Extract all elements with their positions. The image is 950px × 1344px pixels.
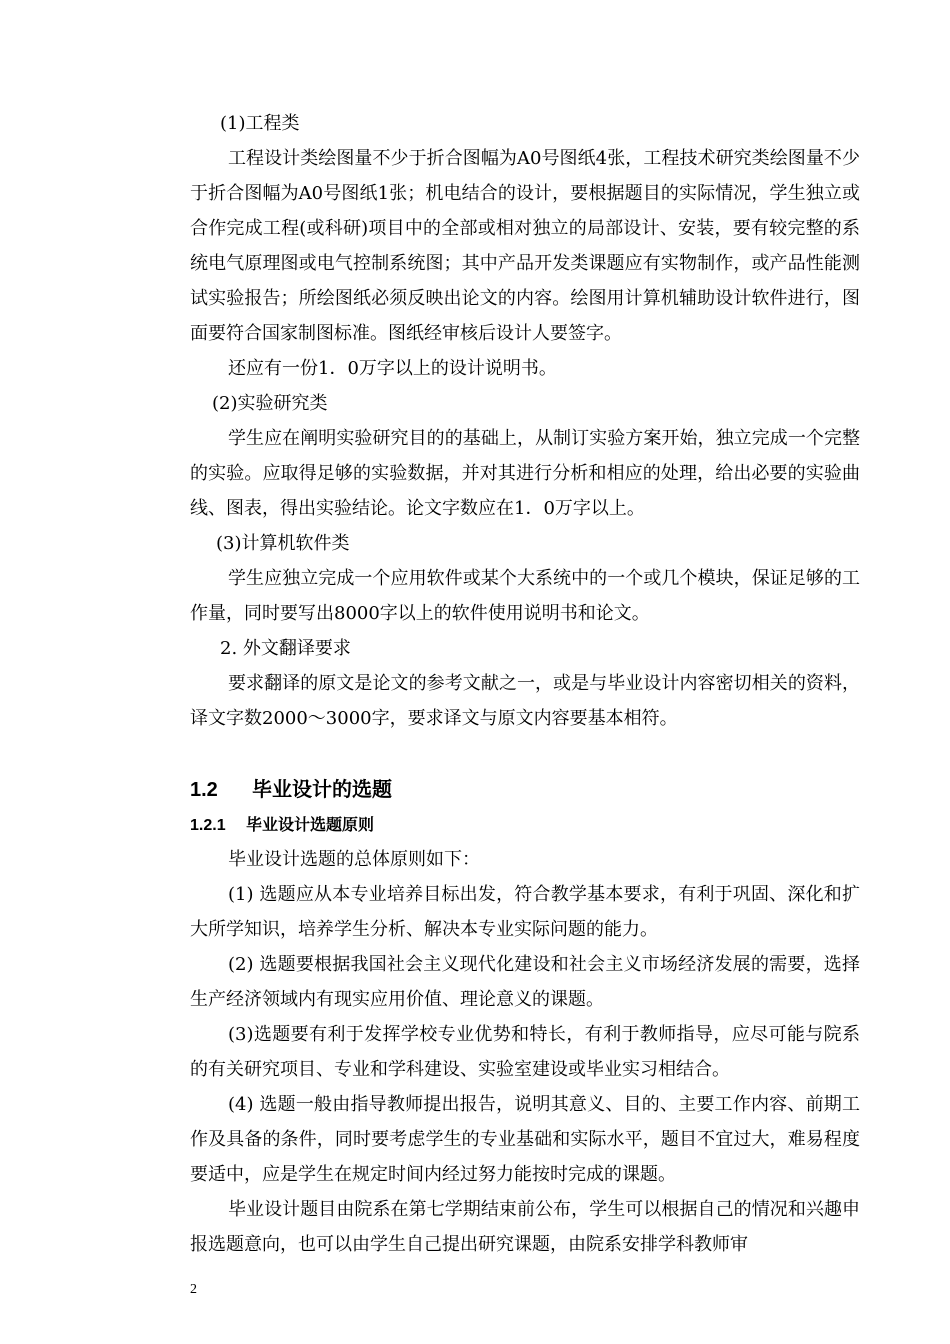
- software-heading: (3)计算机软件类: [216, 533, 350, 554]
- experiment-heading: (2)实验研究类: [212, 393, 328, 414]
- principle-item-2: (2) 选题要根据我国社会主义现代化建设和社会主义市场经济发展的需要，选择生产经济领域内有现实应用价值、理论意义的课题。: [190, 954, 860, 1010]
- section-number: 1.2: [190, 779, 218, 801]
- subsection-number: 1.2.1: [190, 817, 226, 834]
- principle-item-4: (4) 选题一般由指导教师提出报告，说明其意义、目的、主要工作内容、前期工作及具备的条件，同时要考虑学生的专业基础和实际水平，题目不宜过大，难易程度要适中，应是学生在规定时间内经过努力能按时完成的课题。: [190, 1094, 860, 1185]
- section-block: [190, 770, 860, 1262]
- principle-item-3: (3)选题要有利于发挥学校专业优势和特长，有利于教师指导，应尽可能与院系的有关研究项目、专业和学科建设、实验室建设或毕业实习相结合。: [190, 1024, 860, 1080]
- engineering-paragraph: 工程设计类绘图量不少于折合图幅为A0号图纸4张，工程技术研究类绘图量不少于折合图幅为A0号图纸1张；机电结合的设计，要根据题目的实际情况，学生独立或合作完成工程(或科研)项目中的全部或相对独立的局部设计、安装，要有较完整的系统电气原理图或电气控制系统图；其中产品开发类课题应有实物制作，或产品性能测试实验报告；所绘图纸必须反映出论文的内容。绘图用计算机辅助设计软件进行，图面要符合国家制图标准。图纸经审核后设计人要签字。: [190, 148, 860, 344]
- experiment-paragraph: 学生应在阐明实验研究目的的基础上，从制订实验方案开始，独立完成一个完整的实验。应取得足够的实验数据，并对其进行分析和相应的处理，给出必要的实验曲线、图表，得出实验结论。论文字数应在1．0万字以上。: [190, 428, 860, 519]
- principle-item-1: (1) 选题应从本专业培养目标出发，符合教学基本要求，有利于巩固、深化和扩大所学知识，培养学生分析、解决本专业实际问题的能力。: [190, 884, 860, 940]
- principles-closing: 毕业设计题目由院系在第七学期结束前公布，学生可以根据自己的情况和兴趣申报选题意向，也可以由学生自己提出研究课题，由院系安排学科教师审: [190, 1199, 860, 1255]
- principles-intro: 毕业设计选题的总体原则如下：: [228, 849, 480, 870]
- translation-heading: 2. 外文翻译要求: [220, 638, 351, 659]
- top-content: [190, 106, 860, 736]
- page-number: 2: [190, 1282, 197, 1297]
- section-title: 毕业设计的选题: [252, 779, 392, 801]
- engineering-note: 还应有一份1．0万字以上的设计说明书。: [228, 358, 557, 379]
- subsection-title: 毕业设计选题原则: [246, 817, 375, 834]
- subsection-heading: [190, 810, 860, 842]
- engineering-heading: (1)工程类: [220, 113, 300, 134]
- translation-paragraph: 要求翻译的原文是论文的参考文献之一，或是与毕业设计内容密切相关的资料，译文字数2000～3000字，要求译文与原文内容要基本相符。: [190, 673, 860, 729]
- software-paragraph: 学生应独立完成一个应用软件或某个大系统中的一个或几个模块，保证足够的工作量，同时要写出8000字以上的软件使用说明书和论文。: [190, 568, 860, 624]
- section-heading: [190, 770, 860, 810]
